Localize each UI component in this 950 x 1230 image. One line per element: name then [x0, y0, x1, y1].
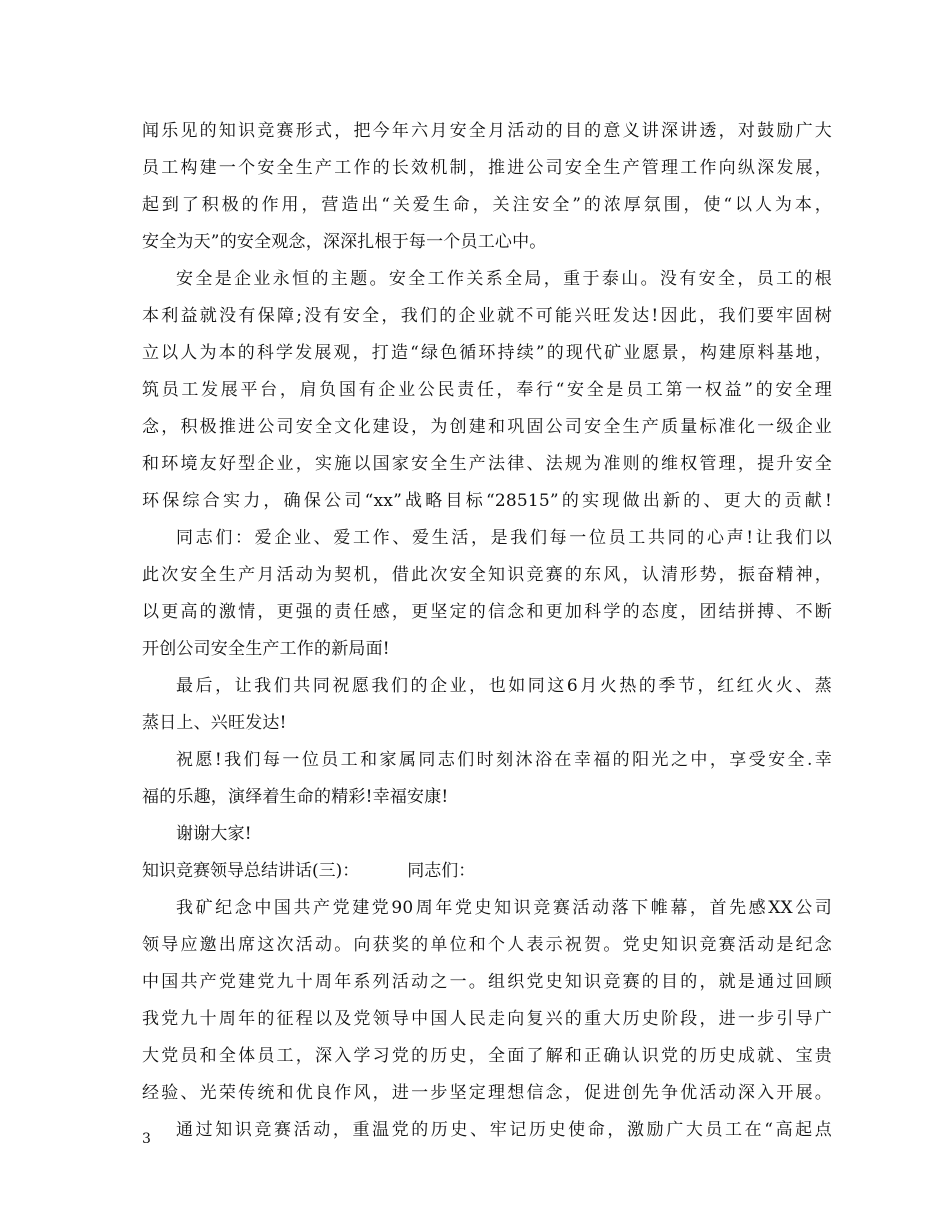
text-line: 我党九十周年的征程以及党领导中国人民走向复兴的重大历史阶段，进一步引导广: [142, 1009, 832, 1029]
text-line: 同志们：爱企业、爱工作、爱生活，是我们每一位员工共同的心声!让我们以: [176, 528, 832, 548]
text-line: 蒸日上、兴旺发达!: [142, 713, 287, 733]
text-line: 经验、光荣传统和优良作风，进一步坚定理想信念，促进创先争优活动深入开展。: [142, 1083, 832, 1103]
text-line: 开创公司安全生产工作的新局面!: [142, 639, 390, 659]
text-line: 和环境友好型企业，实施以国家安全生产法律、法规为准则的维权管理，提升安全: [142, 454, 832, 474]
text-line: 本利益就没有保障;没有安全，我们的企业就不可能兴旺发达!因此，我们要牢固树: [142, 306, 832, 326]
speech-lines: [142, 113, 832, 853]
text-line: 最后，让我们共同祝愿我们的企业，也如同这6月火热的季节，红红火火、蒸: [176, 676, 832, 696]
text-line: 立以人为本的科学发展观，打造“绿色循环持续”的现代矿业愿景，构建原料基地，: [142, 343, 832, 363]
text-line: 谢谢大家!: [176, 824, 252, 844]
section-heading: 知识竞赛领导总结讲话(三)：: [142, 861, 360, 881]
speech-lines-part-three: [142, 890, 832, 1149]
salutation: 同志们：: [407, 861, 476, 881]
text-line: 闻乐见的知识竞赛形式，把今年六月安全月活动的目的意义讲深讲透，对鼓励广大: [142, 121, 832, 141]
text-line: 以更高的激情，更强的责任感，更坚定的信念和更加科学的态度，团结拼搏、不断: [142, 602, 832, 622]
text-line: 大党员和全体员工，深入学习党的历史，全面了解和正确认识党的历史成就、宝贵: [142, 1046, 832, 1066]
text-line: 福的乐趣，演绎着生命的精彩!幸福安康!: [142, 787, 449, 807]
page-number: 3: [142, 1131, 151, 1147]
text-line: 领导应邀出席这次活动。向获奖的单位和个人表示祝贺。党史知识竞赛活动是纪念: [142, 935, 832, 955]
text-line: 中国共产党建党九十周年系列活动之一。组织党史知识竞赛的目的，就是通过回顾: [142, 972, 832, 992]
section-heading-line: [142, 853, 832, 890]
document-body: [142, 113, 832, 1149]
text-line: 我矿纪念中国共产党建党90周年党史知识竞赛活动落下帷幕，首先感XX公司: [176, 898, 832, 918]
text-line: 此次安全生产月活动为契机，借此次安全知识竞赛的东风，认清形势，振奋精神，: [142, 565, 832, 585]
text-line: 环保综合实力，确保公司“xx”战略目标“28515”的实现做出新的、更大的贡献!: [142, 491, 832, 511]
text-line: 安全是企业永恒的主题。安全工作关系全局，重于泰山。没有安全，员工的根: [176, 269, 832, 289]
text-line: 筑员工发展平台，肩负国有企业公民责任，奉行“安全是员工第一权益”的安全理: [142, 380, 832, 400]
text-line: 安全为天”的安全观念，深深扎根于每一个员工心中。: [142, 232, 547, 252]
text-line: 念，积极推进公司安全文化建设，为创建和巩固公司安全生产质量标准化一级企业: [142, 417, 832, 437]
text-line: 员工构建一个安全生产工作的长效机制，推进公司安全生产管理工作向纵深发展，: [142, 158, 832, 178]
text-line: 祝愿!我们每一位员工和家属同志们时刻沐浴在幸福的阳光之中，享受安全.幸: [176, 750, 832, 770]
text-line: 通过知识竞赛活动，重温党的历史、牢记历史使命，激励广大员工在“高起点: [176, 1120, 832, 1140]
text-line: 起到了积极的作用，营造出“关爱生命，关注安全”的浓厚氛围，使“以人为本，: [142, 195, 832, 215]
